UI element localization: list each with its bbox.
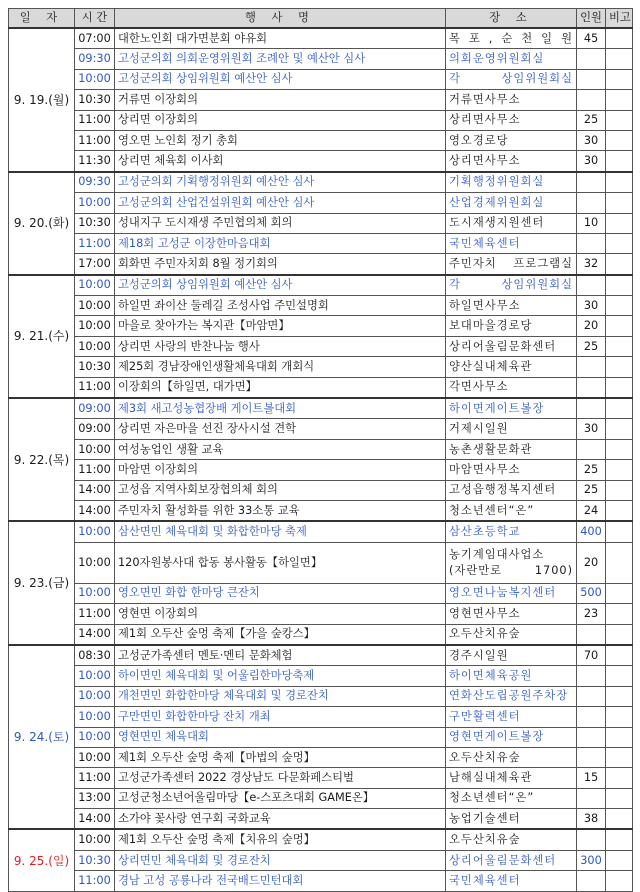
event-cell: 영오면 노인회 정기 총회 [115, 130, 446, 150]
place-cell: 오두산치유숲 [446, 829, 577, 850]
time-cell: 10:00 [75, 747, 115, 767]
people-cell [577, 90, 606, 110]
time-cell: 10:00 [75, 69, 115, 89]
event-cell: 하일면 좌이산 둘레길 조성사업 주민설명회 [115, 296, 446, 316]
note-cell [606, 604, 633, 624]
note-cell [606, 666, 633, 686]
event-cell: 소가야 꽃사랑 연구회 국화교육 [115, 809, 446, 830]
time-cell: 11:00 [75, 377, 115, 398]
place-cell: 영오면나눔복지센터 [446, 583, 577, 603]
table-row [9, 130, 633, 150]
people-cell: 300 [577, 850, 606, 870]
time-cell: 10:00 [75, 316, 115, 336]
schedule-table [8, 8, 633, 892]
time-cell: 08:30 [75, 645, 115, 666]
place-cell: 주민자치 프로그램실 [446, 254, 577, 275]
note-cell [606, 49, 633, 69]
time-cell: 10:00 [75, 727, 115, 747]
people-cell: 20 [577, 542, 606, 583]
place-cell: 산업경제위원회실 [446, 193, 577, 213]
note-cell [606, 172, 633, 193]
table-row [9, 521, 633, 542]
place-cell: 보대마을경로당 [446, 316, 577, 336]
table-row [9, 707, 633, 727]
people-cell [577, 439, 606, 459]
place-cell: 양산실내체육관 [446, 357, 577, 377]
table-row [9, 604, 633, 624]
people-cell [577, 686, 606, 706]
time-cell: 10:00 [75, 336, 115, 356]
event-cell: 제18회 고성군 이장한마음대회 [115, 233, 446, 253]
event-cell: 고성군의회 상임위원회 예산안 심사 [115, 275, 446, 296]
note-cell [606, 542, 633, 583]
place-cell: 하이면체육공원 [446, 666, 577, 686]
note-cell [606, 254, 633, 275]
event-cell: 마암면 이장회의 [115, 460, 446, 480]
note-cell [606, 480, 633, 500]
people-cell [577, 49, 606, 69]
event-cell: 제3회 새고성농협장배 게이트볼대회 [115, 398, 446, 419]
people-cell: 30 [577, 130, 606, 150]
table-row [9, 213, 633, 233]
note-cell [606, 193, 633, 213]
table-row [9, 69, 633, 89]
date-cell: 9. 25.(일) [9, 829, 75, 891]
time-cell: 11:30 [75, 151, 115, 172]
table-row [9, 542, 633, 583]
event-cell: 여성농업인 생활 교육 [115, 439, 446, 459]
note-cell [606, 645, 633, 666]
table-row [9, 275, 633, 296]
event-cell: 상리면 자은마을 선진 장사시설 견학 [115, 419, 446, 439]
header-people: 인원 [577, 9, 606, 29]
people-cell: 25 [577, 336, 606, 356]
table-row [9, 357, 633, 377]
event-cell: 고성군의회 의회운영위원회 조례안 및 예산안 심사 [115, 49, 446, 69]
place-cell: 의회운영위원회실 [446, 49, 577, 69]
date-cell: 9. 21.(수) [9, 275, 75, 398]
event-cell: 고성군의회 상임위원회 예산안 심사 [115, 69, 446, 89]
note-cell [606, 809, 633, 830]
table-row [9, 480, 633, 500]
people-cell [577, 172, 606, 193]
table-row [9, 747, 633, 767]
note-cell [606, 233, 633, 253]
place-cell: 오두산치유숲 [446, 624, 577, 645]
event-cell: 영오면민 화합 한마당 큰잔치 [115, 583, 446, 603]
event-cell: 제1회 오두산 숲멍 축제【가을 숲캉스】 [115, 624, 446, 645]
time-cell: 14:00 [75, 624, 115, 645]
table-row [9, 151, 633, 172]
place-cell: 오두산치유숲 [446, 747, 577, 767]
event-cell: 고성군의회 산업건설위원회 예산안 심사 [115, 193, 446, 213]
people-cell: 25 [577, 480, 606, 500]
time-cell: 09:00 [75, 398, 115, 419]
event-cell: 회화면 주민자치회 8월 정기회의 [115, 254, 446, 275]
people-cell [577, 275, 606, 296]
place-cell: 농업기술센터 [446, 809, 577, 830]
schedule-sheet [8, 8, 632, 892]
people-cell: 45 [577, 28, 606, 49]
note-cell [606, 788, 633, 808]
place-cell: 각 상임위원회실 [446, 69, 577, 89]
table-row [9, 788, 633, 808]
people-cell: 24 [577, 500, 606, 521]
table-row [9, 28, 633, 49]
time-cell: 14:00 [75, 500, 115, 521]
table-row [9, 193, 633, 213]
event-cell: 제1회 오두산 숲멍 축제【마법의 숲멍】 [115, 747, 446, 767]
table-row [9, 336, 633, 356]
people-cell: 20 [577, 316, 606, 336]
note-cell [606, 90, 633, 110]
people-cell: 23 [577, 604, 606, 624]
table-row [9, 460, 633, 480]
table-row [9, 666, 633, 686]
note-cell [606, 583, 633, 603]
date-cell: 9. 19.(월) [9, 28, 75, 172]
table-row [9, 172, 633, 193]
note-cell [606, 28, 633, 49]
table-row [9, 254, 633, 275]
note-cell [606, 69, 633, 89]
event-cell: 성내지구 도시재생 주민협의체 회의 [115, 213, 446, 233]
note-cell [606, 336, 633, 356]
time-cell: 10:00 [75, 439, 115, 459]
table-row [9, 624, 633, 645]
event-cell: 상리면 사랑의 반찬나눔 행사 [115, 336, 446, 356]
header-event: 행 사 명 [115, 9, 446, 29]
event-cell: 제25회 경남장애인생활체육대회 개회식 [115, 357, 446, 377]
people-cell [577, 829, 606, 850]
time-cell: 07:00 [75, 28, 115, 49]
event-cell: 경남 고성 공룡나라 전국배드민턴대회 [115, 871, 446, 891]
table-row [9, 829, 633, 850]
table-row [9, 398, 633, 419]
event-cell: 구만면민 화합한마당 잔치 개최 [115, 707, 446, 727]
time-cell: 10:00 [75, 686, 115, 706]
people-cell: 30 [577, 419, 606, 439]
header-place: 장 소 [446, 9, 577, 29]
note-cell [606, 419, 633, 439]
note-cell [606, 357, 633, 377]
note-cell [606, 829, 633, 850]
note-cell [606, 707, 633, 727]
table-row [9, 439, 633, 459]
note-cell [606, 130, 633, 150]
place-cell: 청소년센터“온” [446, 788, 577, 808]
place-cell: 고성읍행정복지센터 [446, 480, 577, 500]
people-cell [577, 747, 606, 767]
people-cell [577, 624, 606, 645]
time-cell: 11:00 [75, 604, 115, 624]
table-row [9, 316, 633, 336]
time-cell: 14:00 [75, 809, 115, 830]
event-cell: 삼산면민 체육대회 및 화합한마당 축제 [115, 521, 446, 542]
time-cell: 10:00 [75, 521, 115, 542]
place-cell: 목 포 , 순 천 일 원 [446, 28, 577, 49]
event-cell: 하이면민 체육대회 및 어울림한마당축제 [115, 666, 446, 686]
note-cell [606, 377, 633, 398]
event-cell: 거류면 이장회의 [115, 90, 446, 110]
time-cell: 10:30 [75, 90, 115, 110]
place-cell: 국민체육센터 [446, 233, 577, 253]
place-cell: 기획행정위원회실 [446, 172, 577, 193]
people-cell [577, 788, 606, 808]
place-line: 농기계임대사업소 [449, 547, 545, 561]
event-cell: 고성군청소년어울림마당【e-스포츠대회 GAME온】 [115, 788, 446, 808]
header-time: 시 간 [75, 9, 115, 29]
event-cell: 대한노인회 대가면분회 야유회 [115, 28, 446, 49]
place-cell: 연화산도립공원주차장 [446, 686, 577, 706]
people-cell: 30 [577, 296, 606, 316]
event-cell: 고성군가족센터 2022 경상남도 다문화페스티벌 [115, 768, 446, 788]
table-row [9, 110, 633, 130]
place-cell: 하일면사무소 [446, 296, 577, 316]
time-cell: 10:00 [75, 666, 115, 686]
event-cell: 개천면민 화합한마당 체육대회 및 경로잔치 [115, 686, 446, 706]
note-cell [606, 871, 633, 891]
event-cell: 영현면민 체육대회 [115, 727, 446, 747]
people-cell: 25 [577, 460, 606, 480]
time-cell: 10:00 [75, 193, 115, 213]
table-row [9, 645, 633, 666]
people-cell: 32 [577, 254, 606, 275]
event-cell: 상리면 체육회 이사회 [115, 151, 446, 172]
time-cell: 11:00 [75, 768, 115, 788]
table-row [9, 377, 633, 398]
event-cell: 120자원봉사대 합동 봉사활동【하일면】 [115, 542, 446, 583]
event-cell: 상리면 이장회의 [115, 110, 446, 130]
people-cell [577, 233, 606, 253]
people-cell [577, 69, 606, 89]
table-row [9, 90, 633, 110]
place-cell: 영현면게이트볼장 [446, 727, 577, 747]
event-cell: 고성군가족센터 멘토·멘티 문화체험 [115, 645, 446, 666]
time-cell: 11:00 [75, 871, 115, 891]
event-cell: 상리면민 체육대회 및 경로잔치 [115, 850, 446, 870]
place-cell: 경주시일원 [446, 645, 577, 666]
people-cell: 15 [577, 768, 606, 788]
people-cell: 25 [577, 110, 606, 130]
time-cell: 10:00 [75, 296, 115, 316]
event-cell: 이장회의【하일면, 대가면】 [115, 377, 446, 398]
place-cell: 거류면사무소 [446, 90, 577, 110]
place-cell: 상리어울림문화센터 [446, 850, 577, 870]
table-row [9, 419, 633, 439]
time-cell: 10:00 [75, 542, 115, 583]
time-cell: 10:00 [75, 275, 115, 296]
place-cell: 마암면사무소 [446, 460, 577, 480]
note-cell [606, 296, 633, 316]
people-cell [577, 193, 606, 213]
time-cell: 10:00 [75, 583, 115, 603]
event-cell: 마을로 찾아가는 복지관【마암면】 [115, 316, 446, 336]
people-cell: 70 [577, 645, 606, 666]
people-cell [577, 727, 606, 747]
note-cell [606, 213, 633, 233]
people-cell: 400 [577, 521, 606, 542]
event-cell: 주민자치 활성화를 위한 33소통 교육 [115, 500, 446, 521]
header-date: 일 자 [9, 9, 75, 29]
people-cell [577, 871, 606, 891]
table-row [9, 686, 633, 706]
header-row [9, 9, 633, 29]
note-cell [606, 275, 633, 296]
time-cell: 09:00 [75, 419, 115, 439]
place-cell: 남해실내체육관 [446, 768, 577, 788]
people-cell [577, 398, 606, 419]
people-cell: 10 [577, 213, 606, 233]
note-cell [606, 439, 633, 459]
place-cell: 농촌생활문화관 [446, 439, 577, 459]
place-cell: 국민체육센터 [446, 871, 577, 891]
event-cell: 제1회 오두산 숲멍 축제【치유의 숲멍】 [115, 829, 446, 850]
time-cell: 14:00 [75, 480, 115, 500]
time-cell: 11:00 [75, 130, 115, 150]
note-cell [606, 768, 633, 788]
note-cell [606, 500, 633, 521]
note-cell [606, 151, 633, 172]
table-row [9, 871, 633, 891]
schedule-body [9, 28, 633, 891]
note-cell [606, 686, 633, 706]
people-cell: 38 [577, 809, 606, 830]
table-row [9, 49, 633, 69]
table-row [9, 583, 633, 603]
place-cell: 도시재생지원센터 [446, 213, 577, 233]
time-cell: 09:30 [75, 172, 115, 193]
date-cell: 9. 24.(토) [9, 645, 75, 830]
table-row [9, 809, 633, 830]
place-cell: 삼산초등학교 [446, 521, 577, 542]
place-cell: 상리면사무소 [446, 151, 577, 172]
place-line: (자란만로 1700) [449, 563, 573, 577]
place-cell: 상리어울림문화센터 [446, 336, 577, 356]
table-row [9, 296, 633, 316]
time-cell: 11:00 [75, 460, 115, 480]
table-row [9, 768, 633, 788]
date-cell: 9. 20.(화) [9, 172, 75, 275]
time-cell: 13:00 [75, 788, 115, 808]
time-cell: 17:00 [75, 254, 115, 275]
time-cell: 10:30 [75, 850, 115, 870]
time-cell: 11:00 [75, 110, 115, 130]
event-cell: 영현면 이장회의 [115, 604, 446, 624]
place-cell: 청소년센터“온” [446, 500, 577, 521]
place-cell: 각면사무소 [446, 377, 577, 398]
people-cell: 500 [577, 583, 606, 603]
note-cell [606, 398, 633, 419]
place-cell: 거제시일원 [446, 419, 577, 439]
place-cell: 영현면사무소 [446, 604, 577, 624]
event-cell: 고성군의회 기획행정위원회 예산안 심사 [115, 172, 446, 193]
time-cell: 10:00 [75, 829, 115, 850]
event-cell: 고성읍 지역사회보장협의체 회의 [115, 480, 446, 500]
date-cell: 9. 23.(금) [9, 521, 75, 645]
table-row [9, 850, 633, 870]
note-cell [606, 521, 633, 542]
people-cell: 30 [577, 151, 606, 172]
note-cell [606, 624, 633, 645]
time-cell: 10:30 [75, 357, 115, 377]
note-cell [606, 316, 633, 336]
people-cell [577, 666, 606, 686]
place-cell [446, 542, 577, 583]
time-cell: 11:00 [75, 233, 115, 253]
people-cell [577, 707, 606, 727]
people-cell [577, 377, 606, 398]
note-cell [606, 747, 633, 767]
note-cell [606, 110, 633, 130]
place-cell: 영오경로당 [446, 130, 577, 150]
date-cell: 9. 22.(목) [9, 398, 75, 521]
time-cell: 10:00 [75, 707, 115, 727]
time-cell: 09:30 [75, 49, 115, 69]
people-cell [577, 357, 606, 377]
place-cell: 하이면게이트볼장 [446, 398, 577, 419]
note-cell [606, 727, 633, 747]
header-note: 비고 [606, 9, 633, 29]
place-cell: 각 상임위원회실 [446, 275, 577, 296]
place-cell: 상리면사무소 [446, 110, 577, 130]
place-cell: 구만활력센터 [446, 707, 577, 727]
table-row [9, 500, 633, 521]
note-cell [606, 460, 633, 480]
table-row [9, 727, 633, 747]
note-cell [606, 850, 633, 870]
table-row [9, 233, 633, 253]
time-cell: 10:30 [75, 213, 115, 233]
